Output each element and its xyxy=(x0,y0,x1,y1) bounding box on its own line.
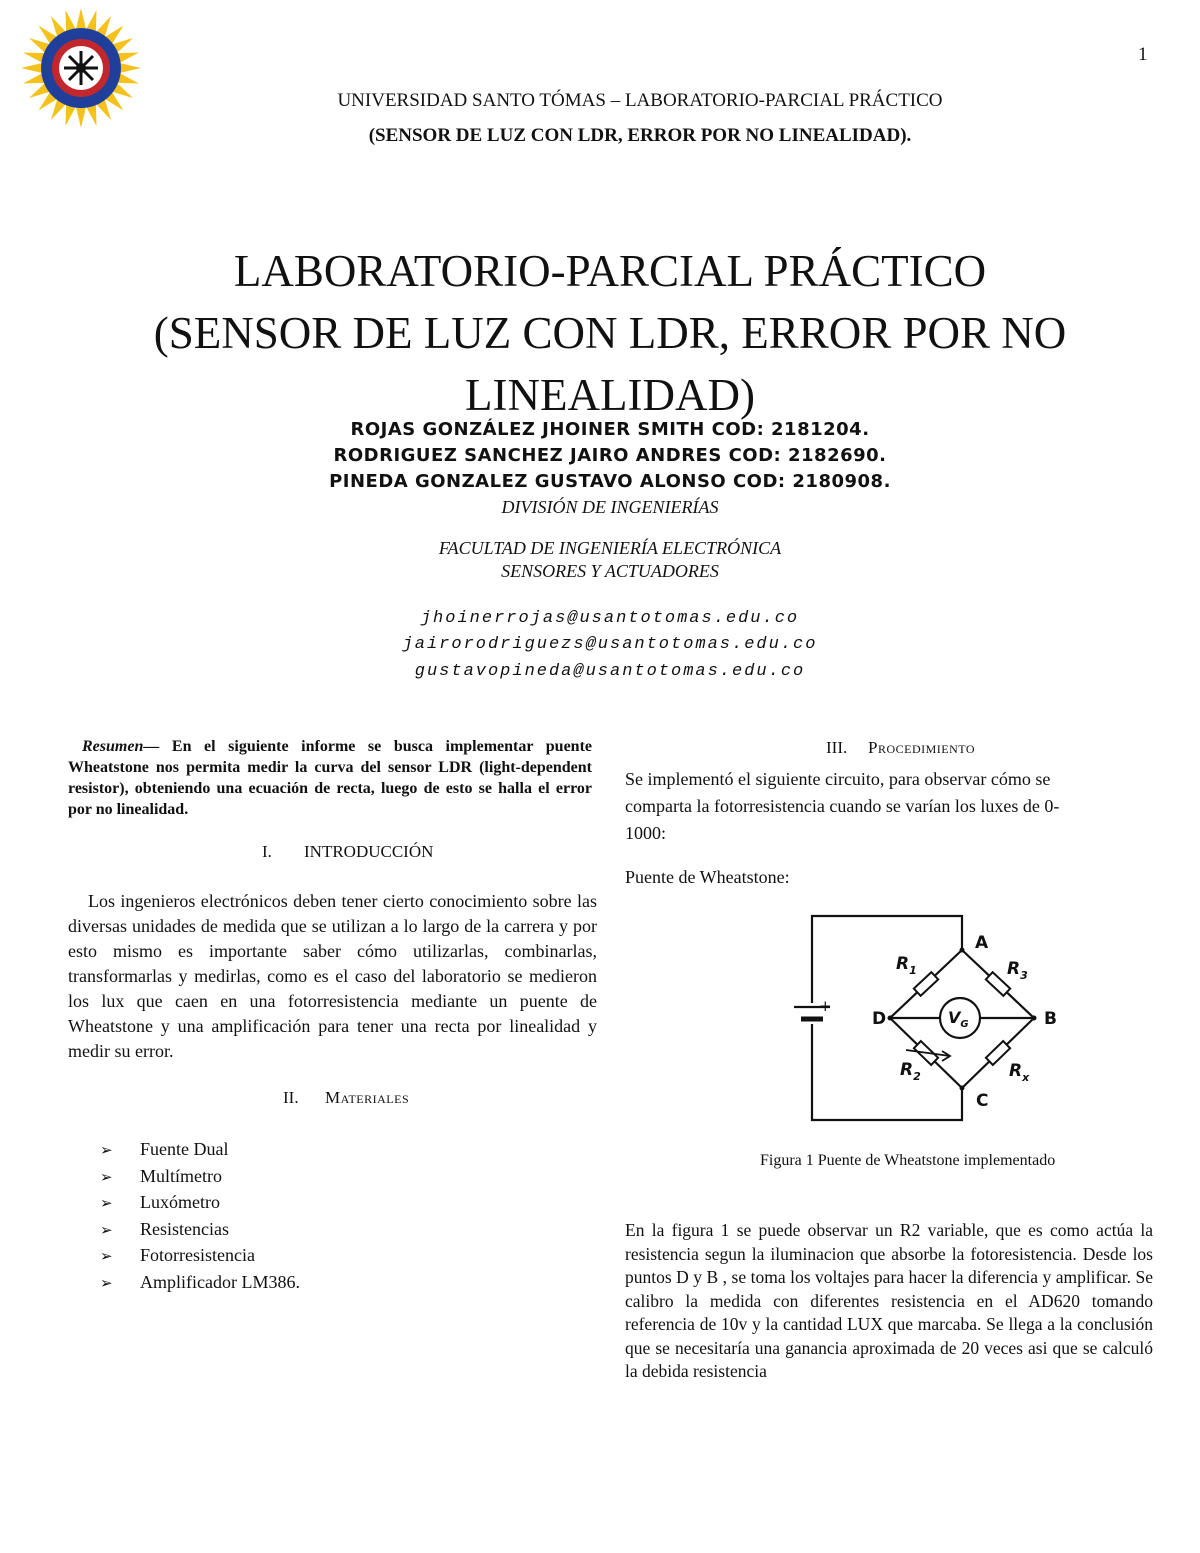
section-number: I. xyxy=(262,842,272,861)
section-heading-procedure xyxy=(826,738,975,758)
seal-ray xyxy=(87,10,97,31)
section-title: Materiales xyxy=(325,1088,410,1107)
bridge-label: Puente de Wheatstone: xyxy=(625,867,790,887)
seal-ray xyxy=(121,63,141,73)
list-item: ➢ Luxómetro xyxy=(100,1192,220,1213)
arrow-bullet-icon: ➢ xyxy=(100,1143,113,1159)
list-item: ➢ Multímetro xyxy=(100,1165,222,1186)
seal-ray xyxy=(21,63,41,73)
wheatstone-bridge-diagram xyxy=(780,908,1070,1128)
battery-plus-label: + xyxy=(819,997,832,1015)
figure-caption: Figura 1 Puente de Wheatstone implementado xyxy=(760,1152,1056,1169)
title-line: LINEALIDAD) xyxy=(465,370,755,420)
section-heading-introduction xyxy=(262,842,433,862)
list-item: ➢ Fotorresistencia xyxy=(100,1245,255,1266)
page-number: 1 xyxy=(1138,44,1148,65)
section-number: II. xyxy=(283,1088,299,1107)
list-item: ➢ Resistencias xyxy=(100,1218,229,1239)
list-item: ➢ Fuente Dual xyxy=(100,1139,229,1159)
email-link[interactable]: gustavopineda@usantotomas.edu.co xyxy=(414,662,806,681)
arrow-bullet-icon: ➢ xyxy=(100,1275,113,1292)
arrow-bullet-icon: ➢ xyxy=(100,1196,113,1213)
node-b-label: B xyxy=(1044,1009,1057,1029)
seal-ray xyxy=(118,74,139,84)
division: DIVISIÓN DE INGENIERÍAS xyxy=(501,497,719,517)
node-a-label: A xyxy=(975,933,989,953)
author-line: ROJAS GONZÁLEZ JHOINER SMITH COD: 2181204. xyxy=(350,419,870,440)
author-line: PINEDA GONZALEZ GUSTAVO ALONSO COD: 2180908. xyxy=(329,471,891,492)
galvanometer-label: $V_G$ xyxy=(948,1008,969,1030)
section-title: INTRODUCCIÓN xyxy=(304,842,434,861)
procedure-paragraph: Se implementó el siguiente circuito, para observar cómo se comparta la fotorresistencia cuando se varían los luxes de 0-1000: xyxy=(625,769,1060,843)
analysis-paragraph: En la figura 1 se puede observar un R2 variable, que es como actúa la resistencia segun la iluminacion que absorbe la fotoresistencia. Desde los puntos D y B , se toma los voltajes para hacer la diferencia y amplificar. Se calibro la medida con diferentes resistencia en el AD620 tomando referencia de 10v y la cantidad LUX que marcaba. Se llega a la conclusión que se necesitaría una ganancia aproximada de 20 veces asi que se calculó la debida resistencia xyxy=(625,1220,1153,1381)
running-header: UNIVERSIDAD SANTO TÓMAS – LABORATORIO-PARCIAL PRÁCTICO xyxy=(337,90,943,111)
seal-ray xyxy=(118,52,139,62)
section-number: III. xyxy=(826,738,848,757)
seal-ray xyxy=(23,74,44,84)
list-item: ➢ Amplificador LM386. xyxy=(100,1271,300,1292)
course: SENSORES Y ACTUADORES xyxy=(501,561,719,581)
resistor-r1-label: $R_1$ xyxy=(896,954,917,977)
email-link[interactable]: jairorodriguezs@usantotomas.edu.co xyxy=(402,635,818,654)
materials-list xyxy=(100,1139,300,1299)
introduction-paragraph: Los ingenieros electrónicos deben tener cierto conocimiento sobre las diversas unidades de medida que se utilizan a lo largo de la carrera y por esto mismo es importante saber cómo utilizarlas, combinarlas, transformarlas y medirlas, como es el caso del laboratorio se medieron los lux que caen en una fotorresistencia mediante un puente de Wheatstone y una amplificación para tener una recta por linealidad y medir su error. xyxy=(68,891,597,1061)
paper-title xyxy=(0,240,1200,426)
abstract-text: En el siguiente informe se busca implementar puente Wheatstone nos permita medir la curva del sensor LDR (light-dependent resistor), obteniendo una ecuación de recta, luego de esto se halla el error por no linealidad. xyxy=(68,738,592,818)
node-c-label: C xyxy=(976,1091,989,1111)
section-heading-materials xyxy=(283,1088,409,1108)
seal-ray xyxy=(23,52,44,62)
title-line: LABORATORIO-PARCIAL PRÁCTICO xyxy=(233,246,987,296)
resistor-r2-label: $R_2$ xyxy=(900,1060,921,1083)
abstract xyxy=(68,736,592,820)
seal-ray xyxy=(76,8,86,28)
arrow-bullet-icon: ➢ xyxy=(100,1222,113,1239)
email-link[interactable]: jhoinerrojas@usantotomas.edu.co xyxy=(420,609,800,628)
author-line: RODRIGUEZ SANCHEZ JAIRO ANDRES COD: 2182690. xyxy=(333,445,887,466)
resistor-r3-label: $R_3$ xyxy=(1007,959,1028,982)
arrow-bullet-icon: ➢ xyxy=(100,1169,113,1186)
resistor-rx-label: $R_x$ xyxy=(1009,1061,1030,1084)
title-line: (SENSOR DE LUZ CON LDR, ERROR POR NO xyxy=(153,308,1067,358)
faculty: FACULTAD DE INGENIERÍA ELECTRÓNICA xyxy=(438,538,782,558)
abstract-label: Resumen— xyxy=(82,738,160,755)
arrow-bullet-icon: ➢ xyxy=(100,1249,113,1266)
section-title: Procedimiento xyxy=(868,738,976,757)
node-d-label: D xyxy=(872,1009,887,1029)
running-header-subtitle: (SENSOR DE LUZ CON LDR, ERROR POR NO LINEALIDAD). xyxy=(368,125,912,146)
seal-ray xyxy=(65,10,75,31)
